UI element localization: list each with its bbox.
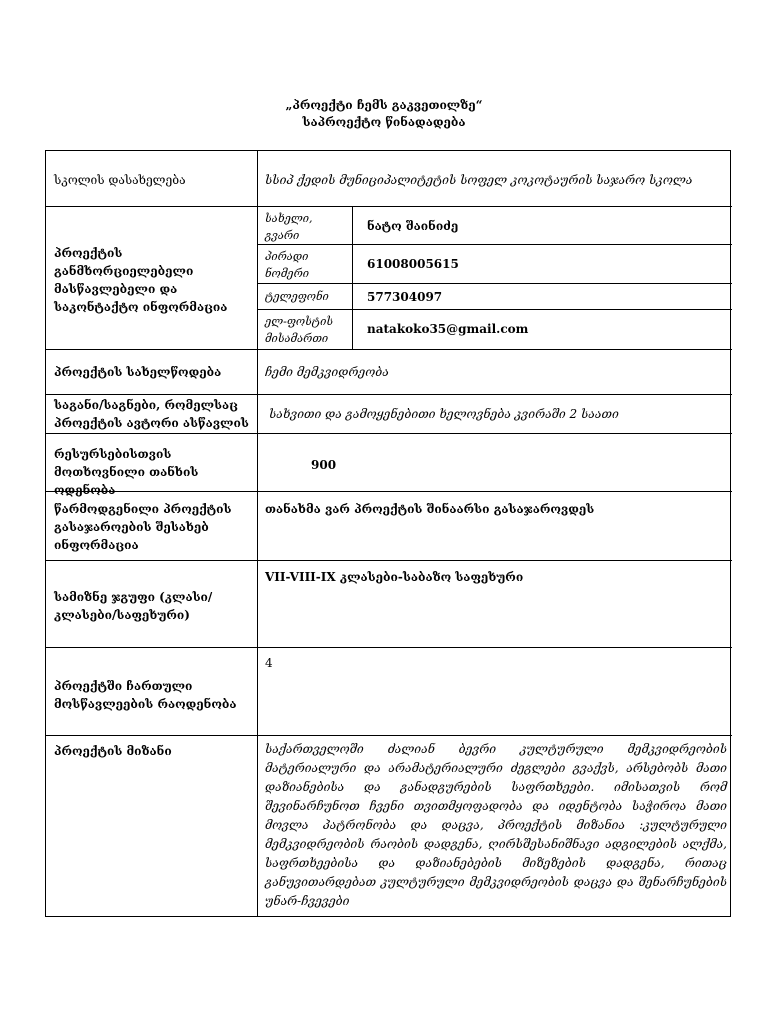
sub-row-divider bbox=[257, 244, 732, 245]
phone-value: 577304097 bbox=[367, 290, 443, 304]
project-name-label: პროექტის სახელწოდება bbox=[54, 365, 222, 379]
goal-label: პროექტის მიზანი bbox=[54, 744, 172, 758]
row-divider bbox=[46, 647, 732, 648]
target-value: VII-VIII-IX კლასები-საბაზო საფეხური bbox=[265, 570, 524, 584]
resources-value: 900 bbox=[311, 458, 337, 472]
document-title: „პროექტი ჩემს გაკვეთილზე“ bbox=[285, 98, 483, 112]
row-divider bbox=[46, 433, 732, 434]
email-label: ელ-ფოსტის მისამართი bbox=[265, 315, 334, 345]
sub-row-divider bbox=[257, 283, 732, 284]
phone-label: ტელეფონი bbox=[265, 290, 329, 303]
subjects-value: სახვითი და გამოყენებითი ხელოვნება კვირაში 2 საათი bbox=[269, 407, 619, 421]
project-name-value: ჩემი მემკვიდრეობა bbox=[265, 365, 389, 379]
publicity-label: წარმოდგენილი პროექტის გასაჯაროების შესახებ ინფორმაცია bbox=[54, 502, 232, 552]
id-label: პირადი ნომერი bbox=[265, 250, 309, 280]
row-divider bbox=[46, 206, 732, 207]
name-value: ნატო შაინიძე bbox=[367, 219, 459, 233]
target-label: სამიზნე ჯგუფი (კლასი/კლასები/საფეხური) bbox=[54, 590, 213, 622]
row-divider bbox=[46, 349, 732, 350]
email-value: natakoko35@gmail.com bbox=[367, 322, 529, 336]
sub-row-divider bbox=[257, 309, 732, 310]
contact-label: პროექტის განმხორციელებელი მასწავლებელი და საკონტაქტო ინფორმაცია bbox=[54, 246, 228, 314]
id-value: 61008005615 bbox=[367, 257, 459, 271]
sub-column-divider bbox=[352, 206, 353, 349]
subjects-label: საგანი/საგნები, რომელსაც პროექტის ავტორი ასწავლის bbox=[54, 398, 249, 430]
proposal-table bbox=[45, 150, 731, 917]
row-divider bbox=[46, 735, 732, 736]
document-subtitle: საპროექტო წინადადება bbox=[302, 115, 466, 129]
school-label: სკოლის დასახელება bbox=[54, 173, 186, 187]
resources-label: რესურსებისთვის მოთხოვნილი თანხის ოდენობა bbox=[54, 447, 199, 497]
goal-value: საქართველოში ძალიან ბევრი კულტურული მემკვიდრეობის მატერიალური და არამატერიალური ძეგლები გვაქვს, არსებობს მათი დაზიანებისა და განადგურების საფრთხეები. იმისათვის რომ შევინარჩუნოთ ჩვენი თვითმყოფადობა და იდენტობა საჭიროა მათი მოვლა პატრონობა და დაცვა, პროექტის მიზანია :კულტურული მემკვიდრეობის რაობის დადგენა, ღირსშესანიშნავი ადგილების ალქმა, საფრთხეებისა და დაზიანებების მიზეზების დადგენა, რითაც განუვითარდებათ კულტურული მემკვიდრეობის დაცვა და შენარჩუნების უნარ-ჩვევები bbox=[265, 742, 727, 908]
row-divider bbox=[46, 394, 732, 395]
school-value: სსიპ ქედის მუნიციპალიტეტის სოფელ კოკოტაურის საჯარო სკოლა bbox=[265, 173, 693, 187]
publicity-value: თანახმა ვარ პროექტის შინაარსი გასაჯაროვდეს bbox=[265, 502, 595, 516]
name-label: სახელი, გვარი bbox=[265, 212, 313, 242]
students-value: 4 bbox=[265, 656, 273, 670]
students-label: პროექტში ჩართული მოსწავლეების რაოდენობა bbox=[54, 679, 237, 711]
row-divider bbox=[46, 560, 732, 561]
column-divider bbox=[257, 151, 258, 917]
